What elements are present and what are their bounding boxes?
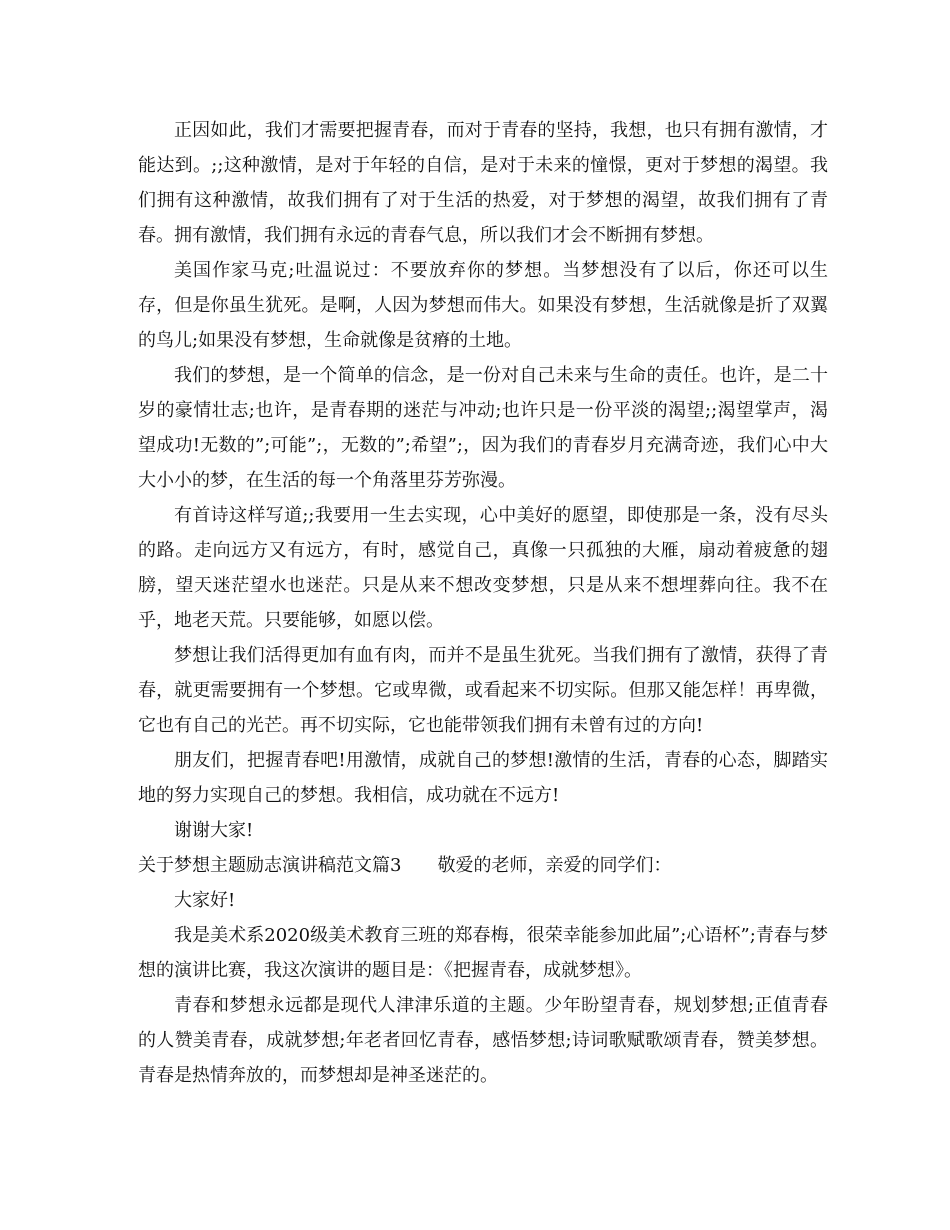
paragraph-6: 朋友们，把握青春吧!用激情，成就自己的梦想!激情的生活，青春的心态，脚踏实地的努力实现自己的梦想。我相信，成功就在不远方!: [138, 750, 828, 806]
document-body: [138, 113, 828, 1093]
paragraph-theme: 青春和梦想永远都是现代人津津乐道的主题。少年盼望青春，规划梦想;正值青春的人赞美青春，成就梦想;年老者回忆青春，感悟梦想;诗词歌赋歌颂青春，赞美梦想。青春是热情奔放的，而梦想却是神圣迷茫的。: [138, 995, 828, 1086]
paragraph-1: 正因如此，我们才需要把握青春，而对于青春的坚持，我想，也只有拥有激情，才能达到。;;这种激情，是对于年轻的自信，是对于未来的憧憬，更对于梦想的渴望。我们拥有这种激情，故我们拥有了对于生活的热爱，对于梦想的渴望，故我们拥有了青春。拥有激情，我们拥有永远的青春气息，所以我们才会不断拥有梦想。: [138, 120, 828, 246]
paragraph-3: 我们的梦想，是一个简单的信念，是一份对自己未来与生命的责任。也许，是二十岁的豪情壮志;也许，是青春期的迷茫与冲动;也许只是一份平淡的渴望;;渴望掌声，渴望成功!无数的”;可能”;，无数的”;希望”;，因为我们的青春岁月充满奇迹，我们心中大大小小的梦，在生活的每一个角落里芬芳弥漫。: [138, 365, 828, 491]
section-heading-line: [138, 848, 828, 883]
paragraph-greeting: 大家好!: [174, 890, 236, 911]
paragraph-thanks: 谢谢大家!: [174, 820, 254, 841]
salutation: 敬爱的老师，亲爱的同学们：: [437, 855, 672, 876]
section-title: 关于梦想主题励志演讲稿范文篇3: [138, 855, 402, 876]
paragraph-4: 有首诗这样写道;;我要用一生去实现，心中美好的愿望，即使那是一条，没有尽头的路。走向远方又有远方，有时，感觉自己，真像一只孤独的大雁，扇动着疲惫的翅膀，望天迷茫望水也迷茫。只是从来不想改变梦想，只是从来不想埋葬向往。我不在乎，地老天荒。只要能够，如愿以偿。: [138, 505, 828, 631]
paragraph-intro: 我是美术系2020级美术教育三班的郑春梅，很荣幸能参加此届”;心语杯”;青春与梦想的演讲比赛，我这次演讲的题目是：《把握青春，成就梦想》。: [138, 925, 828, 981]
paragraph-2: 美国作家马克;吐温说过：不要放弃你的梦想。当梦想没有了以后，你还可以生存，但是你虽生犹死。是啊，人因为梦想而伟大。如果没有梦想，生活就像是折了双翼的鸟儿;如果没有梦想，生命就像是贫瘠的土地。: [138, 260, 828, 351]
paragraph-5: 梦想让我们活得更加有血有肉，而并不是虽生犹死。当我们拥有了激情，获得了青春，就更需要拥有一个梦想。它或卑微，或看起来不切实际。但那又能怎样！再卑微，它也有自己的光芒。再不切实际，它也能带领我们拥有未曾有过的方向!: [138, 645, 828, 736]
